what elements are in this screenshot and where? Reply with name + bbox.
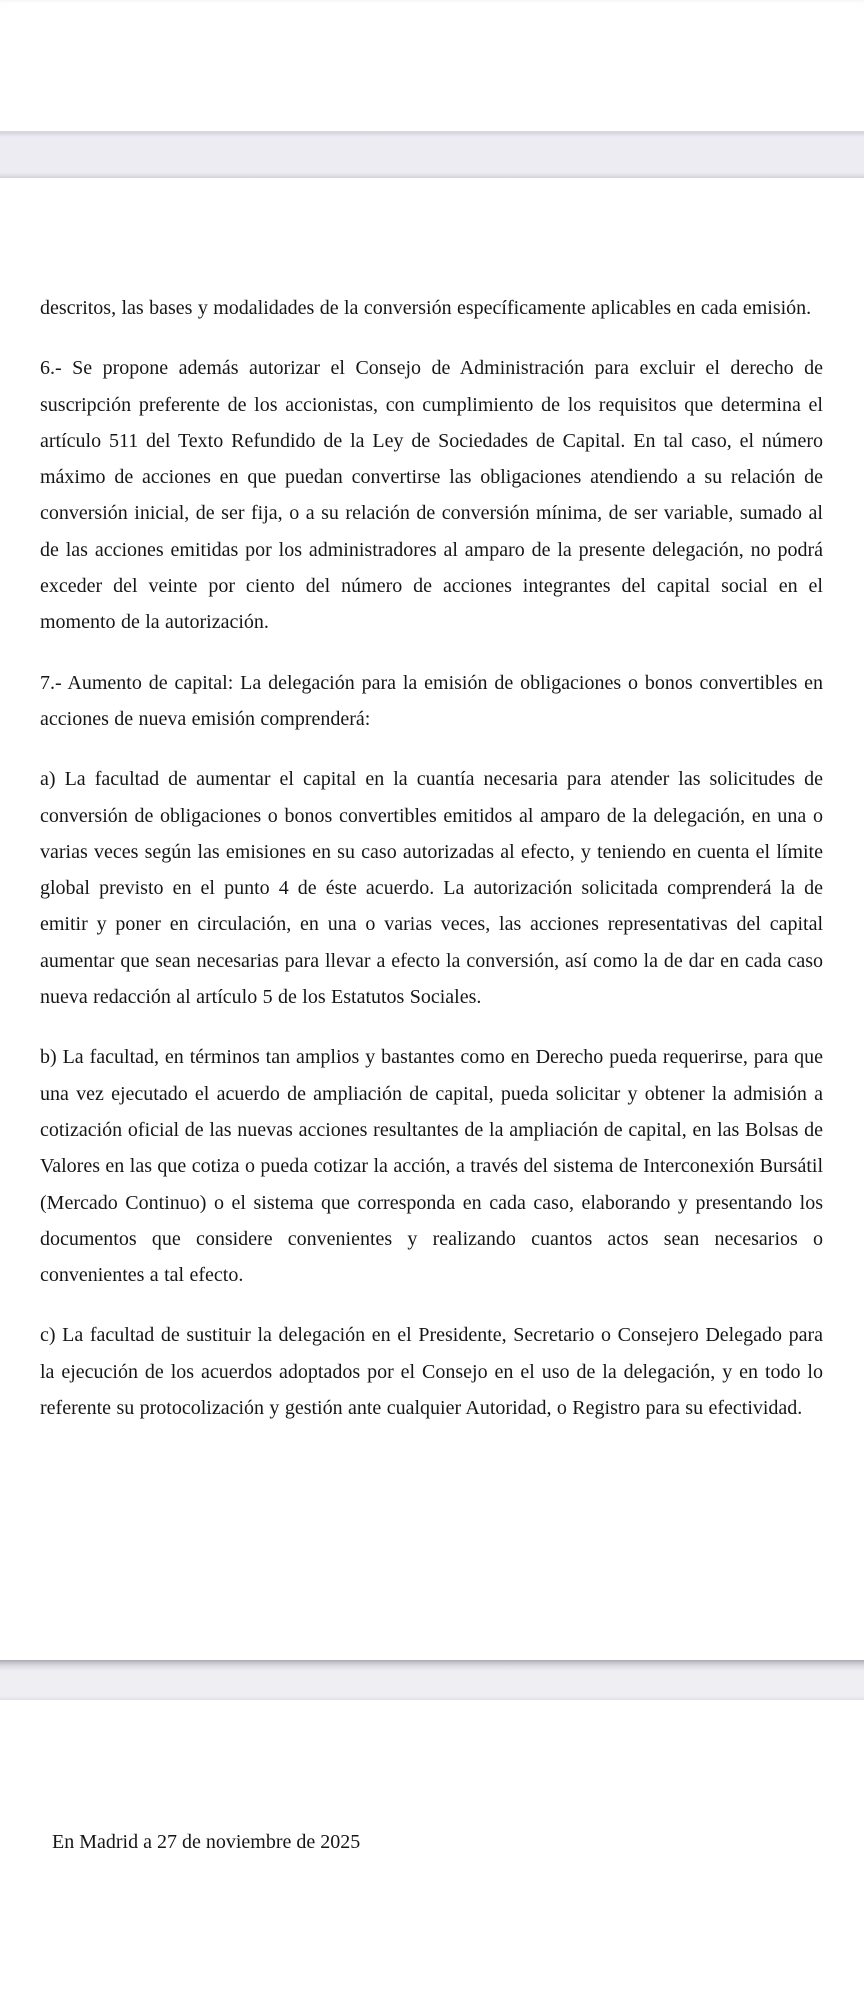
paragraph-item-c: c) La facultad de sustituir la delegación en el Presidente, Secretario o Consejero Delegado para la ejecución de los acuerdos adoptados por el Consejo en el uso de la delegación, y en todo lo referente su protocolización y gestión ante cualquier Autoridad, o Registro para su efectividad. xyxy=(40,1324,823,1420)
date-line: En Madrid a 27 de noviembre de 2025 xyxy=(52,1831,361,1853)
paragraph-item-b: b) La facultad, en términos tan amplios y bastantes como en Derecho pueda requerirse, para que una vez ejecutado el acuerdo de ampliación de capital, pueda solicitar y obtener la admisión a cotización oficial de las nuevas acciones resultantes de la ampliación de capital, en las Bolsas de Valores en las que cotiza o pueda cotizar la acción, a través del sistema de Interconexión Bursátil (Mercado Continuo) o el sistema que corresponda en cada caso, elaborando y presentando los documentos que considere convenientes y realizando cuantos actos sean necesarios o convenientes a tal efecto. xyxy=(40,1046,823,1287)
previous-page-bottom-margin xyxy=(0,0,864,131)
paragraph-item-6: 6.- Se propone además autorizar el Consejo de Administración para excluir el derecho de suscripción preferente de los accionistas, con cumplimiento de los requisitos que determina el artículo 511 del Texto Refundido de la Ley de Sociedades de Capital. En tal caso, el número máximo de acciones en que puedan convertirse las obligaciones atendiendo a su relación de conversión inicial, de ser fija, o a su relación de conversión mínima, de ser variable, sumado al de las acciones emitidas por los administradores al amparo de la presente delegación, no podrá exceder del veinte por ciento del número de acciones integrantes del capital social en el momento de la autorización. xyxy=(40,357,823,634)
document-page xyxy=(0,1700,864,2016)
document-page xyxy=(0,178,864,1660)
paragraph-item-7: 7.- Aumento de capital: La delegación para la emisión de obligaciones o bonos convertibles en acciones de nueva emisión comprenderá: xyxy=(40,671,823,730)
page-separator xyxy=(0,1660,864,1700)
paragraph-item-a: a) La facultad de aumentar el capital en la cuantía necesaria para atender las solicitudes de conversión de obligaciones o bonos convertibles emitidos al amparo de la delegación, en una o varias veces según las emisiones en su caso autorizadas al efecto, y teniendo en cuenta el límite global previsto en el punto 4 de éste acuerdo. La autorización solicitada comprenderá la de emitir y poner en circulación, en una o varias veces, las acciones representativas del capital aumentar que sean necesarias para llevar a efecto la conversión, así como la de dar en cada caso nueva redacción al artículo 5 de los Estatutos Sociales. xyxy=(40,768,823,1009)
page-separator xyxy=(0,131,864,178)
paragraph-continuation: descritos, las bases y modalidades de la conversión específicamente aplicables en cada emisión. xyxy=(40,297,812,319)
